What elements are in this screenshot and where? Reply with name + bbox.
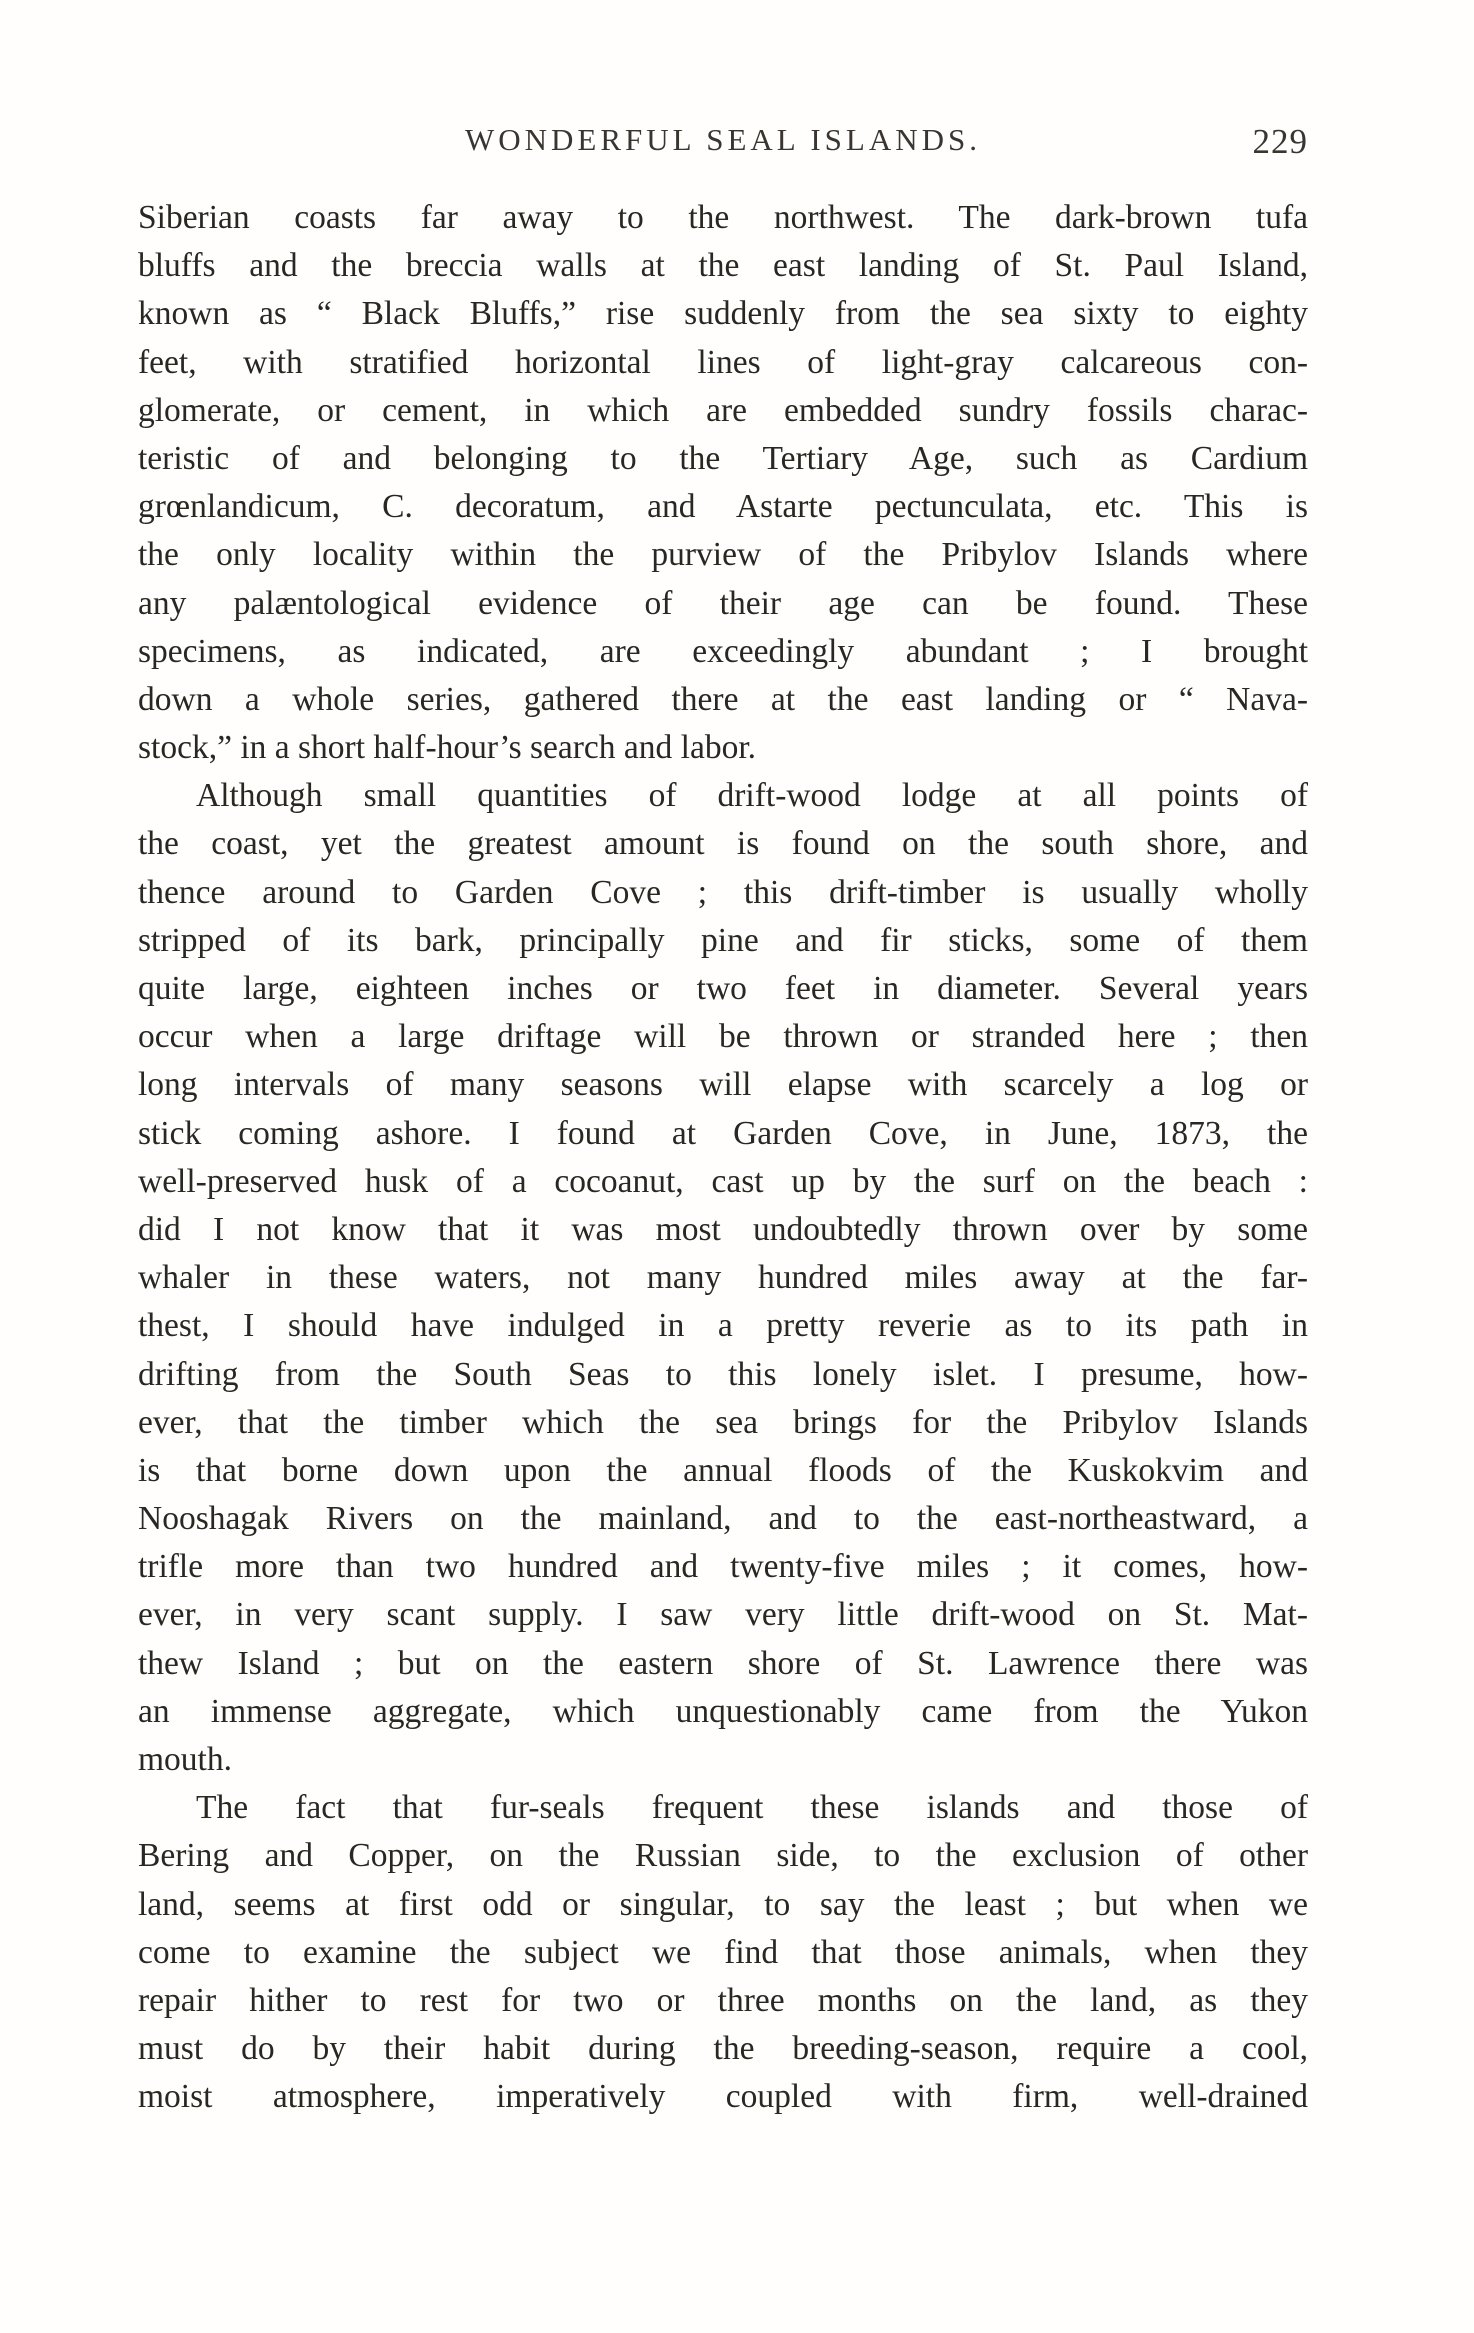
text-line: specimens, as indicated, are exceedingly abundant ; I brought <box>138 632 1308 670</box>
text-line: long intervals of many seasons will elapse with scarcely a log or <box>138 1066 1308 1104</box>
text-line: Nooshagak Rivers on the mainland, and to the east-northeastward, a <box>138 1500 1308 1538</box>
text-line: come to examine the subject we find that those animals, when they <box>138 1933 1308 1971</box>
running-header <box>138 122 1308 162</box>
text-line: ever, that the timber which the sea brings for the Pribylov Islands <box>138 1403 1308 1441</box>
text-line: down a whole series, gathered there at the east landing or “ Nava- <box>138 680 1308 718</box>
text-line: known as “ Black Bluffs,” rise suddenly from the sea sixty to eighty <box>138 295 1308 333</box>
text-line: stick coming ashore. I found at Garden Cove, in June, 1873, the <box>138 1114 1308 1152</box>
text-line: an immense aggregate, which unquestionably came from the Yukon <box>138 1692 1308 1730</box>
text-line: grœnlandicum, C. decoratum, and Astarte pectunculata, etc. This is <box>138 488 1308 526</box>
text-line: repair hither to rest for two or three months on the land, as they <box>138 1981 1308 2019</box>
text-line: Bering and Copper, on the Russian side, to the exclusion of other <box>138 1837 1308 1875</box>
text-line: mouth. <box>138 1741 232 1778</box>
text-line: glomerate, or cement, in which are embedded sundry fossils charac- <box>138 391 1308 429</box>
text-line: moist atmosphere, imperatively coupled with firm, well-drained <box>138 2078 1308 2116</box>
paragraph-start-line: The fact that fur-seals frequent these islands and those of <box>196 1789 1308 1827</box>
text-line: stripped of its bark, principally pine and fir sticks, some of them <box>138 921 1308 959</box>
text-line: is that borne down upon the annual floods of the Kuskokvim and <box>138 1451 1308 1489</box>
text-line: feet, with stratified horizontal lines of light-gray calcareous con- <box>138 343 1308 381</box>
text-line: any palæntological evidence of their age can be found. These <box>138 584 1308 622</box>
text-line: well-preserved husk of a cocoanut, cast up by the surf on the beach : <box>138 1162 1308 1200</box>
text-line: teristic of and belonging to the Tertiary Age, such as Cardium <box>138 439 1308 477</box>
body-text <box>138 194 1308 2122</box>
text-line: stock,” in a short half-hour’s search and labor. <box>138 729 757 767</box>
text-line: did I not know that it was most undoubtedly thrown over by some <box>138 1210 1308 1248</box>
text-line: bluffs and the breccia walls at the east landing of St. Paul Island, <box>138 247 1308 285</box>
text-line: thest, I should have indulged in a pretty reverie as to its path in <box>138 1307 1308 1345</box>
text-line: ever, in very scant supply. I saw very little drift-wood on St. Mat- <box>138 1596 1308 1634</box>
text-line: the coast, yet the greatest amount is found on the south shore, and <box>138 825 1308 863</box>
text-line: occur when a large driftage will be thrown or stranded here ; then <box>138 1018 1308 1056</box>
text-line: whaler in these waters, not many hundred miles away at the far- <box>138 1259 1308 1297</box>
paragraph-start-line: Although small quantities of drift-wood lodge at all points of <box>196 777 1308 815</box>
text-line: trifle more than two hundred and twenty-five miles ; it comes, how- <box>138 1548 1308 1586</box>
running-title: WONDERFUL SEAL ISLANDS. <box>465 122 981 157</box>
text-line: must do by their habit during the breeding-season, require a cool, <box>138 2030 1308 2068</box>
page-number: 229 <box>1252 122 1308 161</box>
text-line: drifting from the South Seas to this lonely islet. I presume, how- <box>138 1355 1308 1393</box>
text-line: land, seems at first odd or singular, to say the least ; but when we <box>138 1885 1308 1923</box>
text-line: Siberian coasts far away to the northwest. The dark-brown tufa <box>138 199 1308 236</box>
text-line: quite large, eighteen inches or two feet in diameter. Several years <box>138 970 1308 1007</box>
text-line: thew Island ; but on the eastern shore of St. Lawrence there was <box>138 1644 1308 1682</box>
text-line: thence around to Garden Cove ; this drift-timber is usually wholly <box>138 873 1308 911</box>
text-line: the only locality within the purview of the Pribylov Islands where <box>138 536 1308 574</box>
